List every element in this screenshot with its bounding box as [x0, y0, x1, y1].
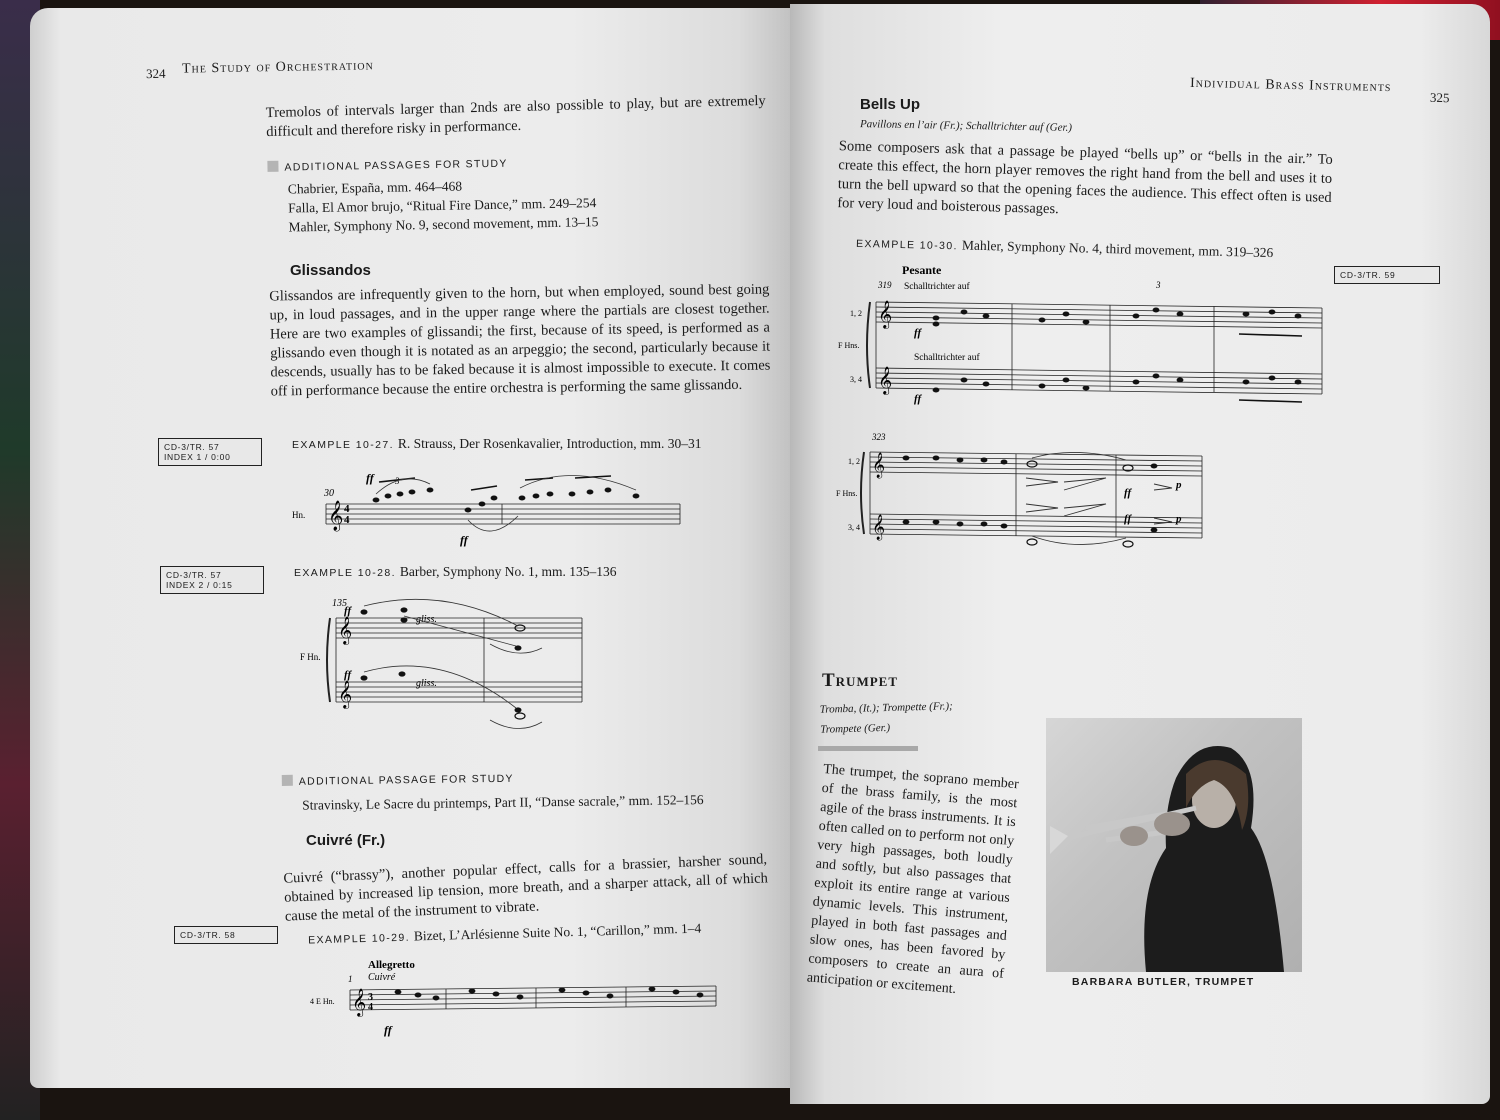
additional-passages-heading: ADDITIONAL PASSAGES FOR STUDY [284, 157, 508, 174]
measure-number: 323 [872, 432, 886, 442]
whole-notes [515, 625, 525, 719]
cd-track-label: CD-3/TR. 57 [164, 442, 220, 452]
direction-text: Schalltrichter auf [914, 353, 980, 363]
dynamic-mark: p [1176, 479, 1182, 491]
right-page [790, 4, 1490, 1104]
right-page-number: 325 [1429, 89, 1450, 106]
left-page [30, 8, 800, 1088]
bells-up-subtitle: Pavillons en l’air (Fr.); Schalltrichter auf (Ger.) [859, 118, 1073, 134]
instrument-label: 4 E Hn. [310, 997, 335, 1006]
bells-up-heading: Bells Up [860, 96, 921, 113]
measure-number: 30 [324, 488, 334, 499]
dynamic-mark: ff [914, 327, 922, 339]
dynamic-mark: ff [384, 1023, 392, 1037]
hairpins [1026, 452, 1172, 544]
example-caption: Mahler, Symphony No. 4, third movement, mm. 319–326 [961, 237, 1274, 261]
instrument-label: F Hns. [836, 489, 858, 498]
cd-track-box [160, 566, 264, 594]
staff-lines-system-1 [876, 302, 1322, 394]
trumpet-player-photo [1046, 718, 1302, 972]
instrument-label: Hn. [292, 510, 306, 520]
example-10-27-title [292, 436, 701, 452]
score-example-10-28 [292, 590, 592, 740]
example-label: EXAMPLE 10-29. [307, 931, 411, 947]
cd-track-label: CD-3/TR. 59 [1340, 270, 1396, 280]
square-bullet-icon [282, 775, 293, 786]
example-caption: Bizet, L’Arlésienne Suite No. 1, “Carillon,” mm. 1–4 [413, 920, 702, 944]
tempo-marking: Pesante [902, 263, 942, 277]
dynamic-mark: ff [460, 533, 468, 547]
dynamic-mark: ff [366, 471, 374, 485]
staff-lines [326, 504, 680, 524]
brace-icon [867, 302, 870, 388]
section-rule [818, 746, 918, 751]
beams-system-1 [1239, 334, 1302, 402]
study-item: Falla, El Amor brujo, “Ritual Fire Dance,” mm. 249–254 [288, 195, 597, 216]
cd-index-label: INDEX 2 / 0:15 [166, 580, 233, 590]
brace-icon [327, 618, 330, 702]
additional-passage-heading: ADDITIONAL PASSAGE FOR STUDY [298, 772, 514, 788]
instrument-label: F Hn. [300, 652, 321, 662]
notes [395, 987, 704, 1001]
square-bullet-icon [267, 161, 278, 172]
additional-passages-block [267, 155, 598, 237]
trumpet-subtitle [819, 696, 953, 739]
dynamic-mark: ff [1124, 513, 1132, 525]
tempo-marking: Allegretto [368, 959, 415, 971]
example-caption: R. Strauss, Der Rosenkavalier, Introduction, mm. 30–31 [397, 436, 702, 451]
dynamic-mark: ff [344, 605, 352, 617]
time-signature: 4 [344, 503, 350, 515]
trumpet-subtitle-line: Trompete (Ger.) [820, 721, 891, 736]
study-item: Mahler, Symphony No. 9, second movement, mm. 13–15 [288, 214, 599, 235]
left-page-number: 324 [145, 65, 166, 82]
treble-clef-icon: 𝄞 [338, 618, 353, 644]
trumpet-player-illustration [1046, 718, 1302, 972]
photo-caption: BARBARA BUTLER, TRUMPET [1072, 976, 1255, 988]
trumpet-heading: Trumpet [822, 670, 899, 691]
instrument-label: 1, 2 [848, 457, 860, 466]
example-10-28-title [294, 564, 616, 580]
example-caption: Barber, Symphony No. 1, mm. 135–136 [399, 564, 617, 579]
treble-clef-icon: 𝄞 [872, 452, 886, 477]
right-running-head: Individual Brass Instruments [1189, 75, 1392, 96]
treble-clef-icon: 𝄞 [328, 501, 344, 530]
gliss-mark: gliss. [416, 678, 437, 689]
example-label: EXAMPLE 10-30. [855, 237, 959, 253]
cd-track-box [1334, 266, 1440, 284]
instrument-label: 3, 4 [850, 375, 862, 384]
treble-clef-icon: 𝄞 [338, 682, 353, 708]
dynamic-mark: p [1176, 513, 1182, 525]
cuivre-paragraph: Cuivré (“brassy”), another popular effect, calls for a brassier, harsher sound, obtained by increased lip tension, more breath, and a sharper attack, all of which cause the metal of the instrument to vibrate. [283, 851, 769, 925]
direction-text: Schalltrichter auf [904, 282, 970, 292]
example-label: EXAMPLE 10-28. [294, 567, 396, 579]
measure-number: 1 [348, 974, 353, 984]
cd-track-label: CD-3/TR. 58 [180, 930, 236, 940]
beams [379, 476, 611, 490]
tuplet-number: 3 [395, 476, 400, 486]
left-running-head: The Study of Orchestration [181, 58, 374, 77]
cd-track-box [174, 926, 278, 944]
svg-text:4: 4 [344, 514, 350, 526]
tuplet-number: 3 [1156, 280, 1161, 290]
score-example-10-27 [290, 460, 690, 550]
treble-clef-icon: 𝄞 [878, 302, 893, 328]
dynamic-mark: ff [344, 669, 352, 681]
instrument-label: F Hns. [838, 341, 860, 350]
bells-up-paragraph: Some composers ask that a passage be played “bells up” or “bells in the air.” To create this effect, the horn player removes the right hand from the bell and uses it to turn the bell upward so that the opening faces the audience. This effect often is used for very loud and boisterous passages. [837, 138, 1333, 218]
instrument-label: 1, 2 [850, 309, 862, 318]
glissandos-paragraph: Glissandos are infrequently given to the horn, but when employed, sound best going up, in loud passages, and in the upper range where the partials are closest together. Here are two examples of glissandi; the first, because of its speed, is performed as a glissando even though it is notated as an arpeggio; the second, particularly because it descends, usually has to be faked because it is almost impossible to execute. It comes off in performance because the entire orchestra is performing the same glissando. [269, 281, 771, 400]
tremolo-paragraph: Tremolos of intervals larger than 2nds are also possible to play, but are extremely difficult and therefore risky in performance. [265, 92, 766, 141]
slurs [376, 475, 636, 531]
score-example-10-29 [306, 948, 726, 1038]
time-signature: 3 [368, 992, 373, 1003]
staff-lines [350, 986, 716, 1010]
dynamic-mark: ff [914, 393, 922, 405]
example-10-29-title [308, 921, 702, 948]
additional-passage-block [282, 769, 704, 815]
score-example-10-30 [836, 262, 1336, 552]
measure-number: 135 [332, 598, 347, 609]
measure-number: 319 [878, 280, 892, 290]
treble-clef-icon: 𝄞 [352, 990, 367, 1016]
cuivre-heading: Cuivré (Fr.) [306, 832, 386, 849]
cd-track-box [158, 438, 262, 466]
example-label: EXAMPLE 10-27. [292, 439, 394, 451]
cd-index-label: INDEX 1 / 0:00 [164, 452, 231, 462]
study-item: Stravinsky, Le Sacre du printemps, Part II, “Danse sacrale,” mm. 152–156 [302, 792, 704, 813]
treble-clef-icon: 𝄞 [872, 514, 886, 539]
brace-icon [861, 452, 864, 534]
svg-text:4: 4 [368, 1002, 373, 1013]
instrument-label: 3, 4 [848, 523, 860, 532]
trumpet-paragraph: The trumpet, the soprano member of the brass family, is the most agile of the brass instruments. It is often called on to perform not only very high passages, both loudly and softly, but also passages that exploit its entire range at various dynamic levels. This instrument, played in both fast passages and slow ones, has been favored by composers to create an aura of anticipation or excitement. [806, 761, 1020, 998]
dynamic-mark: ff [1124, 487, 1132, 499]
expression-marking: Cuivré [368, 972, 396, 983]
treble-clef-icon: 𝄞 [878, 368, 893, 394]
study-item: Chabrier, España, mm. 464–468 [287, 178, 463, 197]
glissandos-heading: Glissandos [290, 262, 371, 279]
gliss-mark: gliss. [416, 614, 437, 625]
trumpet-subtitle-line: Tromba, (It.); Trompette (Fr.); [819, 700, 953, 716]
cd-track-label: CD-3/TR. 57 [166, 570, 222, 580]
example-10-30-title [856, 235, 1274, 261]
